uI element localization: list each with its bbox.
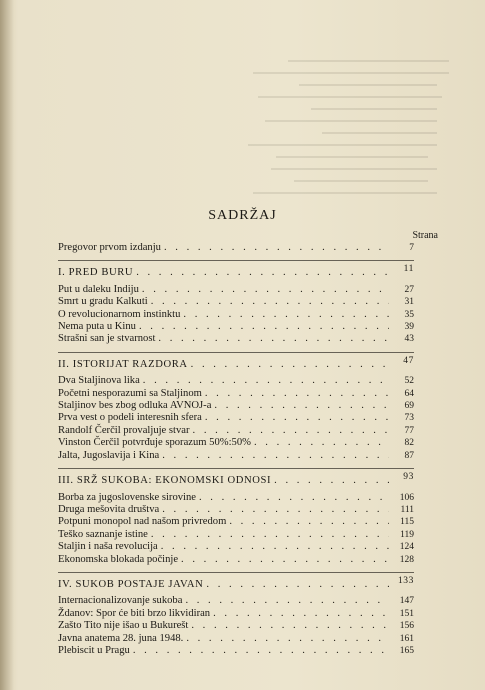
toc-entry-title: Nema puta u Kinu [58, 321, 136, 333]
toc-entry-title: Druga mešovita društva [58, 503, 160, 515]
dot-leader [151, 296, 389, 308]
toc-entry-title: Ekonomska blokada počinje [58, 553, 179, 565]
page-column-label: Strana [412, 230, 438, 241]
toc-entry [58, 504, 414, 516]
toc-entry-title: Smrt u gradu Kalkuti [58, 296, 148, 308]
toc-entry [58, 595, 414, 607]
dot-leader [183, 309, 389, 321]
toc-section-heading [58, 355, 414, 371]
toc-entry-title: Početni nesporazumi sa Staljinom [58, 387, 202, 399]
book-spine-shadow [0, 0, 14, 690]
dot-leader [164, 242, 389, 254]
section-title: II. ISTORIJAT RAZDORA [58, 358, 188, 370]
section-title: I. PRED BURU [58, 267, 134, 279]
dot-leader [136, 267, 389, 279]
section-page: 47 [403, 355, 414, 366]
dot-leader [205, 388, 389, 400]
toc-entry-page: 43 [404, 334, 414, 345]
toc-entry-page: 87 [404, 450, 414, 461]
toc-entry-page: 39 [404, 322, 414, 333]
dot-leader [143, 375, 389, 387]
toc-entry-page: 7 [409, 243, 414, 253]
toc-entry [58, 425, 414, 437]
toc-entry-title: Teško saznanje istine [58, 528, 148, 540]
section-divider [58, 468, 414, 469]
toc-entry-title: Put u daleku Indiju [58, 283, 139, 295]
dot-leader [161, 541, 389, 553]
toc-entry [58, 516, 414, 528]
toc-entry-title: Borba za jugoslovenske sirovine [58, 491, 196, 503]
toc-entry-page: 106 [399, 492, 414, 503]
toc-entry [58, 412, 414, 424]
toc-entry-title: Randolf Čerčil provaljuje stvar [58, 424, 190, 436]
section-page: 93 [403, 472, 414, 483]
toc-entry-title: Prva vest o podeli interesnih sfera [58, 412, 202, 424]
dot-leader [185, 595, 389, 607]
section-page: 11 [403, 264, 414, 275]
toc-entry [58, 541, 414, 553]
dot-leader [199, 492, 389, 504]
toc-entry [58, 400, 414, 412]
toc-entry-title: Jalta, Jugoslavija i Kina [58, 449, 160, 461]
toc-entry-page: 35 [404, 309, 414, 320]
dot-leader [142, 284, 389, 296]
dot-leader [229, 516, 389, 528]
toc-entry [58, 284, 414, 296]
toc-entry-title: Plebiscit u Pragu [58, 644, 130, 656]
table-of-contents [58, 242, 414, 657]
toc-entry [58, 437, 414, 449]
toc-entry-page: 69 [404, 401, 414, 412]
toc-section-heading [58, 264, 414, 279]
toc-entry-page: 151 [399, 608, 414, 619]
dot-leader [139, 321, 389, 333]
dot-leader [193, 425, 389, 437]
toc-entry [58, 333, 414, 345]
toc-entry-title: Potpuni monopol nad našom privredom [58, 516, 227, 528]
toc-entry-page: 128 [399, 554, 414, 565]
dot-leader [181, 554, 389, 566]
toc-entry [58, 554, 414, 566]
toc-entry [58, 309, 414, 321]
toc-entry-title: Zašto Tito nije išao u Bukurešt [58, 620, 189, 632]
toc-entry [58, 321, 414, 333]
dot-leader [162, 504, 389, 516]
toc-entry-title: Staljin i naša revolucija [58, 541, 158, 553]
toc-entry [58, 388, 414, 400]
dot-leader [213, 608, 389, 620]
toc-section-heading [58, 472, 414, 487]
dot-leader [214, 400, 389, 412]
toc-entry [58, 529, 414, 541]
toc-entry-title: Internacionalizovanje sukoba [58, 595, 183, 607]
toc-entry-page: 27 [404, 284, 414, 295]
toc-entry [58, 608, 414, 620]
section-divider [58, 352, 414, 353]
dot-leader [205, 412, 389, 424]
page-title: SADRŽAJ [208, 208, 277, 223]
toc-entry-page: 77 [404, 425, 414, 436]
section-title: III. SRŽ SUKOBA: EKONOMSKI ODNOSI [58, 475, 272, 487]
toc-entry [58, 296, 414, 308]
dot-leader [191, 620, 389, 632]
dot-leader [158, 333, 389, 345]
dot-leader [206, 579, 389, 591]
toc-entry-title: Staljinov bes zbog odluka AVNOJ-a [58, 400, 212, 412]
toc-entry-page: 111 [400, 504, 414, 515]
toc-entry-title: Javna anatema 28. juna 1948. [58, 632, 184, 644]
toc-entry-page: 147 [399, 596, 414, 607]
toc-entry-title: Dva Staljinova lika [58, 375, 140, 387]
toc-entry-page: 73 [404, 413, 414, 424]
toc-entry [58, 645, 414, 657]
toc-entry-title: Vinston Čerčil potvrđuje sporazum 50%:50% [58, 437, 251, 449]
toc-entry [58, 633, 414, 645]
dot-leader [254, 437, 389, 449]
toc-entry-page: 31 [404, 297, 414, 308]
dot-leader [162, 450, 389, 462]
toc-entry [58, 375, 414, 387]
dot-leader [186, 633, 389, 645]
toc-entry [58, 620, 414, 632]
toc-entry-title: Pregovor prvom izdanju [58, 242, 161, 253]
toc-entry-page: 115 [400, 517, 414, 528]
section-divider [58, 260, 414, 261]
toc-entry [58, 492, 414, 504]
section-title: IV. SUKOB POSTAJE JAVAN [58, 578, 204, 590]
toc-entry-page: 52 [404, 376, 414, 387]
dot-leader [191, 359, 389, 371]
toc-entry-page: 124 [399, 542, 414, 553]
toc-entry-title: Strašni san je stvarnost [58, 333, 156, 345]
toc-entry-page: 119 [400, 529, 414, 540]
toc-entry-page: 64 [404, 388, 414, 399]
toc-entry [58, 450, 414, 462]
section-divider [58, 572, 414, 573]
toc-entry-page: 82 [404, 438, 414, 449]
toc-section-heading [58, 575, 414, 591]
dot-leader [151, 529, 389, 541]
toc-entry-title: O revolucionarnom instinktu [58, 308, 181, 320]
section-page: 133 [397, 575, 414, 586]
toc-entry-page: 156 [399, 621, 414, 632]
dot-leader [133, 645, 389, 657]
toc-entry [58, 242, 414, 254]
toc-entry-page: 161 [399, 633, 414, 644]
dot-leader [274, 475, 389, 487]
toc-entry-title: Ždanov: Spor će biti brzo likvidiran [58, 607, 211, 619]
toc-entry-page: 165 [399, 645, 414, 656]
